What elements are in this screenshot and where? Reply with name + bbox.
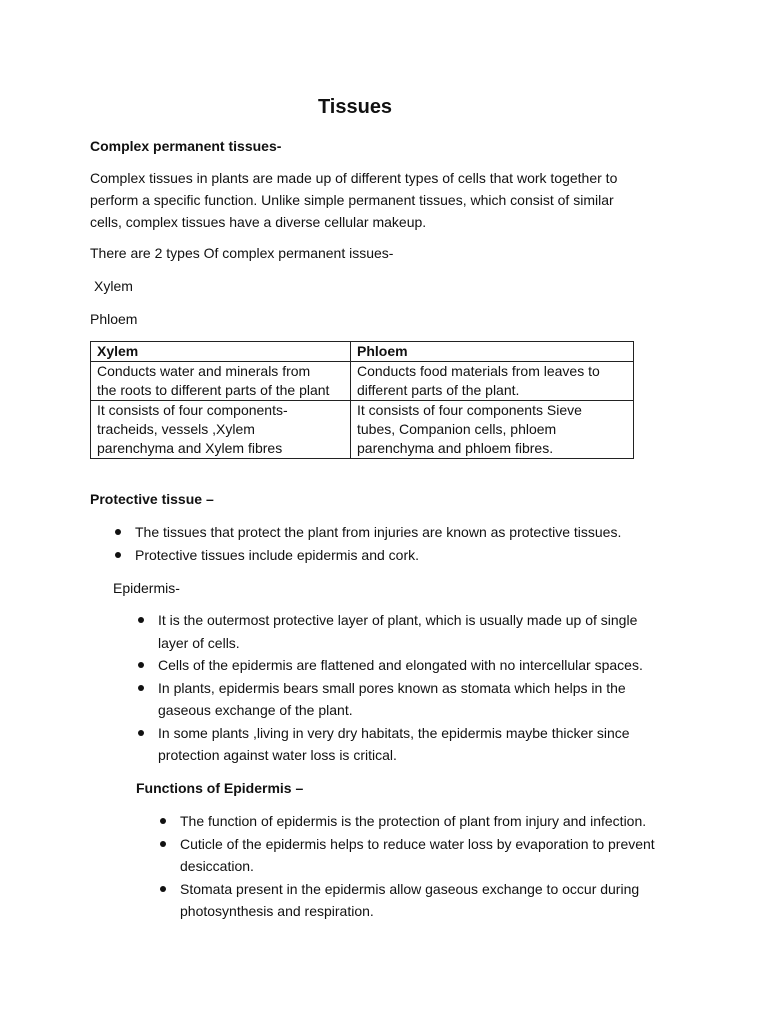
table-row (91, 401, 634, 459)
type-xylem: Xylem (94, 278, 133, 294)
cell-line: Conducts food materials from leaves to (357, 363, 600, 379)
table-header-xylem: Xylem (91, 342, 351, 362)
epidermis-heading: Epidermis- (113, 580, 180, 596)
list-item: Protective tissues include epidermis and cork. (113, 544, 673, 567)
list-item: The tissues that protect the plant from injuries are known as protective tissues. (113, 521, 673, 544)
cell-line: the roots to different parts of the plant (97, 382, 330, 398)
types-intro: There are 2 types Of complex permanent issues- (90, 245, 394, 261)
cell-line: parenchyma and Xylem fibres (97, 440, 283, 456)
functions-heading: Functions of Epidermis – (136, 780, 304, 796)
page-title: Tissues (317, 96, 393, 118)
list-item-line: In plants, epidermis bears small pores known as stomata which helps in the (158, 679, 626, 696)
list-item-line: The function of epidermis is the protection of plant from injury and infection. (180, 813, 647, 829)
list-item (158, 833, 698, 878)
list-item-line: Stomata present in the epidermis allow gaseous exchange to occur during (180, 880, 640, 897)
type-phloem: Phloem (90, 311, 138, 327)
cell-line: tracheids, vessels ,Xylem (97, 421, 255, 437)
list-item (136, 609, 676, 654)
table-cell (91, 362, 351, 401)
table-cell (91, 401, 351, 459)
list-item-line: desiccation. (180, 858, 254, 874)
list-item-line: photosynthesis and respiration. (180, 903, 374, 919)
table-header-phloem: Phloem (351, 342, 634, 362)
paragraph-line: cells, complex tissues have a diverse cellular makeup. (90, 214, 427, 230)
table-cell (351, 401, 634, 459)
table-row (91, 362, 634, 401)
list-item (136, 722, 676, 767)
cell-line: It consists of four components Sieve (357, 402, 582, 418)
cell-line: tubes, Companion cells, phloem (357, 421, 557, 437)
table-cell (351, 362, 634, 401)
cell-line: It consists of four components- (97, 402, 288, 418)
paragraph-line: perform a specific function. Unlike simple permanent tissues, which consist of similar (90, 192, 614, 208)
list-item (136, 677, 676, 722)
list-item-line: In some plants ,living in very dry habitats, the epidermis maybe thicker since (158, 724, 630, 741)
paragraph-line: Complex tissues in plants are made up of different types of cells that work together to (90, 170, 618, 186)
protective-tissue-heading: Protective tissue – (90, 491, 214, 507)
list-item-line: gaseous exchange of the plant. (158, 702, 353, 718)
complex-tissues-heading: Complex permanent tissues- (90, 138, 282, 154)
list-item-line: Cells of the epidermis are flattened and elongated with no intercellular spaces. (158, 657, 643, 673)
cell-line: parenchyma and phloem fibres. (357, 440, 554, 456)
list-item (136, 654, 676, 677)
table-header-row (91, 342, 634, 362)
protective-tissue-list (113, 521, 673, 566)
xylem-phloem-table (90, 341, 634, 459)
list-item-line: It is the outermost protective layer of plant, which is usually made up of single (158, 612, 638, 628)
list-item (158, 810, 698, 833)
cell-line: Conducts water and minerals from (97, 363, 311, 379)
cell-line: different parts of the plant. (357, 382, 520, 398)
list-item (158, 878, 698, 923)
list-item-line: layer of cells. (158, 634, 240, 651)
list-item-line: Cuticle of the epidermis helps to reduce water loss by evaporation to prevent (180, 835, 655, 852)
list-item-line: protection against water loss is critical. (158, 747, 397, 763)
epidermis-list (136, 609, 676, 767)
functions-list (158, 810, 698, 923)
complex-tissues-paragraph (90, 167, 660, 233)
